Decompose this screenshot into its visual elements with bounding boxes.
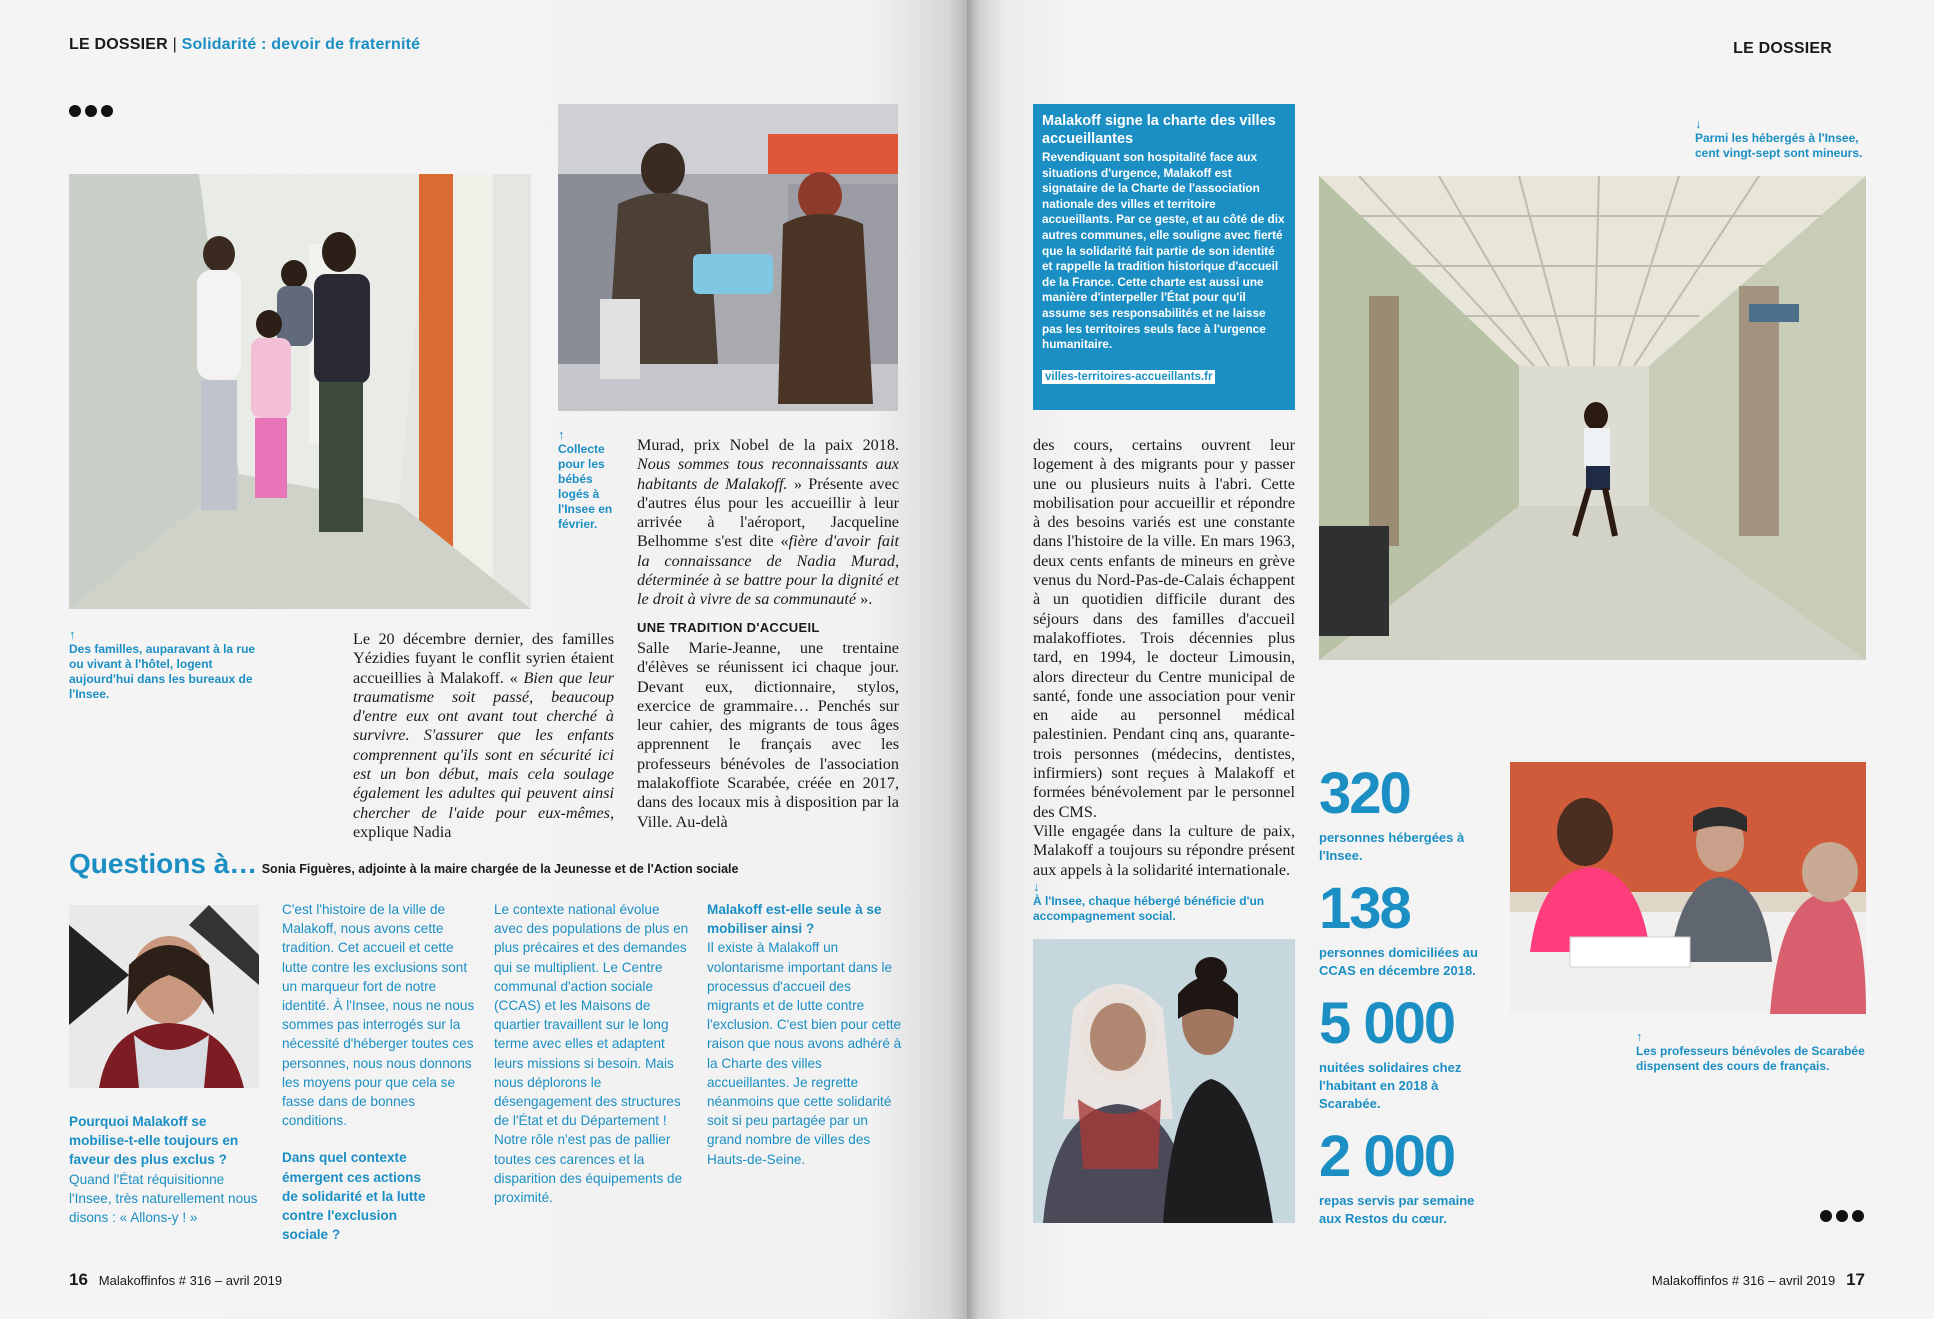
caption-accomp: ↓ À l'Insee, chaque hébergé bénéficie d'un accompagnement social. bbox=[1033, 880, 1295, 924]
photo-family-corridor bbox=[69, 174, 531, 609]
stat-label: personnes domiciliées au CCAS en décembre 2018. bbox=[1319, 945, 1478, 978]
article-column-1: Le 20 décembre dernier, des familles Yézidies fuyant le conflit syrien étaient accueillies à Malakoff. « Bien que leur traumatisme soit passé, beaucoup d'entre eux ont avant tout cherché à survivre. S'assurer que les enfants comprennent qu'ils sont en sécurité ici est un bon début, mais cela soulage également les adultes qui peuvent ainsi chercher de l'aide pour eux-mêmes, explique Nadia bbox=[353, 630, 614, 841]
photo-two-women bbox=[1033, 939, 1295, 1223]
photo-collecte bbox=[558, 104, 898, 411]
running-head-right: LE DOSSIER bbox=[1733, 40, 1832, 57]
question-3: Malakoff est-elle seule à se mobiliser ainsi ? bbox=[707, 902, 882, 937]
charte-box bbox=[1033, 104, 1295, 410]
questions-title: Questions à… bbox=[69, 848, 258, 879]
arrow-up-icon: ↑ bbox=[558, 427, 565, 442]
section-label: LE DOSSIER bbox=[69, 36, 168, 53]
page-number: 17 bbox=[1846, 1270, 1865, 1289]
answer-3: Il existe à Malakoff un volontarisme important dans le processus d'accueil des migrants et de lutte contre l'exclusion. C'est bien pour cette raison que nous avons adhéré à la Charte des villes accueillantes. Je regrette néanmoins que cette solidarité soit si peu partagée par un grand nombre de villes des Hauts-de-Seine. bbox=[707, 940, 902, 1167]
answer-1-start: Quand l'État réquisitionne l'Insee, très naturellement nous disons : « Allons-y ! » bbox=[69, 1171, 258, 1226]
photo-french-class bbox=[1510, 762, 1866, 1014]
charte-link[interactable]: villes-territoires-accueillants.fr bbox=[1042, 370, 1215, 384]
stat-2 bbox=[1319, 876, 1494, 980]
arrow-up-icon: ↑ bbox=[69, 627, 76, 642]
stat-label: personnes hébergées à l'Insee. bbox=[1319, 830, 1465, 863]
question-column-4 bbox=[707, 900, 902, 1169]
answer-2: Le contexte national évolue avec des populations de plus en plus précaires et des demandes qui se multiplient. Le Centre communal d'action sociale (CCAS) et les Maisons de quartier travaillent sur le long terme avec elles et adaptent leurs missions si besoin. Mais nous déplorons le désengagement des structures de l'État et du Département ! Notre rôle n'est pas de pallier toutes ces carences et la disparition des équipements de proximité. bbox=[494, 902, 689, 1206]
stat-number: 138 bbox=[1319, 876, 1410, 941]
page-number: 16 bbox=[69, 1270, 88, 1289]
stat-number: 2 000 bbox=[1319, 1124, 1455, 1189]
photo-corridor-child bbox=[1319, 176, 1866, 660]
caption-minors: ↓ Parmi les hébergés à l'Insee, cent vingt-sept sont mineurs. bbox=[1695, 117, 1885, 161]
charte-title: Malakoff signe la charte des villes accueillantes bbox=[1042, 113, 1276, 147]
answer-1-continued: C'est l'histoire de la ville de Malakoff, nous avons cette tradition. Cet accueil et cette lutte contre les exclusions sont un marqueur fort de notre identité. À l'Insee, nous ne nous sommes pas interrogés sur la nécessité d'héberger toutes ces personnes, nous nous donnons les moyens pour que cela se fasse dans de bonnes conditions. bbox=[282, 902, 475, 1129]
right-page bbox=[967, 0, 1934, 1319]
caption-collecte: ↑ Collecte pour les bébés logés à l'Insee en février. bbox=[558, 428, 620, 532]
dots-marker bbox=[69, 105, 113, 117]
footer-right: Malakoffinfos # 316 – avril 2019 17 bbox=[1651, 1270, 1865, 1289]
stat-label: nuitées solidaires chez l'habitant en 2018 à Scarabée. bbox=[1319, 1060, 1462, 1111]
questions-heading bbox=[69, 848, 949, 880]
arrow-down-icon: ↓ bbox=[1695, 116, 1702, 131]
running-head-left: LE DOSSIER | Solidarité : devoir de fraternité bbox=[69, 36, 421, 53]
article-right: des cours, certains ouvrent leur logement à des migrants pour y passer une ou plusieurs nuits à l'abri. Cette mobilisation pour accueillir et répondre à des besoins variés est une constante dans l'histoire de la ville. En mars 1963, deux cents enfants de mineurs en grève venus du Nord-Pas-de-Calais échappent à un quotidien difficile durant des séjours dans des familles d'accueil malakoffiotes. Trois décennies plus tard, en 1994, le docteur Limousin, alors directeur du Centre municipal de santé, fonde une association pour venir en aide au personnel médical palestinien. Pendant cinq ans, quarante-trois personnes (médecins, dentistes, infirmiers) sont reçues à Malakoff et formées bénévolement par le personnel des CMS. Ville engagée dans la culture de paix, Malakoff a toujours su répondre présent aux appels à la solidarité internationale. bbox=[1033, 436, 1295, 879]
arrow-up-icon: ↑ bbox=[1636, 1029, 1643, 1044]
caption-profs: ↑ Les professeurs bénévoles de Scarabée dispensent des cours de français. bbox=[1636, 1029, 1865, 1073]
footer-left: 16 Malakoffinfos # 316 – avril 2019 bbox=[69, 1270, 283, 1289]
photo-sonia-figueres bbox=[69, 905, 259, 1088]
stat-1 bbox=[1319, 761, 1494, 865]
stat-3 bbox=[1319, 991, 1494, 1113]
charte-body: Revendiquant son hospitalité face aux situations d'urgence, Malakoff est signataire de la Charte de l'association nationale des villes et territoire accueillants. Par ce geste, et au côté de dix autres communes, elle souligne avec fierté que la solidarité fait partie de son identité et rappelle la tradition historique d'accueil de la France. Cette charte est aussi une manière d'interpeller l'État pour qu'il assume ses responsabilités et ne laisse pas les territoires seuls face à l'urgence humanitaire. bbox=[1042, 150, 1285, 352]
dossier-title: Solidarité : devoir de fraternité bbox=[181, 36, 421, 53]
question-column-2 bbox=[282, 900, 477, 1244]
stat-label: repas servis par semaine aux Restos du cœur. bbox=[1319, 1193, 1475, 1226]
subhead-tradition: UNE TRADITION D'ACCUEIL bbox=[637, 619, 820, 635]
question-column-1 bbox=[69, 1112, 259, 1227]
stat-number: 320 bbox=[1319, 761, 1410, 826]
question-column-3 bbox=[494, 900, 689, 1207]
arrow-down-icon: ↓ bbox=[1033, 879, 1040, 894]
dots-marker bbox=[1820, 1210, 1864, 1222]
question-2: Dans quel contexte émergent ces actions de solidarité et la lutte contre l'exclusion sociale ? bbox=[282, 1150, 426, 1243]
caption-family: ↑ Des familles, auparavant à la rue ou vivant à l'hôtel, logent aujourd'hui dans les bureaux de l'Insee. bbox=[69, 628, 269, 702]
article-column-2: Murad, prix Nobel de la paix 2018. Nous sommes tous reconnaissants aux habitants de Malakoff. » Présente avec d'autres élus pour les accueillir à leur arrivée à l'aéroport, Jacqueline Belhomme s'est dite «fière d'avoir fait la connaissance de Nadia Murad, déterminée à se battre pour la dignité et le droit à vivre de sa communauté ». UNE TRADITION D'ACCUEIL Salle Marie-Jeanne, une trentaine d'élèves se réunissent ici chaque jour. Devant eux, dictionnaire, stylos, exercice de grammaire… Penchés sur leur cahier, des migrants de tous âges apprennent le français avec les professeurs bénévoles de l'association malakoffiote Scarabée, créée en 2017, dans des locaux mis à disposition par la Ville. Au-delà bbox=[637, 436, 900, 831]
question-1: Pourquoi Malakoff se mobilise-t-elle toujours en faveur des plus exclus ? bbox=[69, 1114, 239, 1168]
stat-4 bbox=[1319, 1124, 1494, 1228]
stat-number: 5 000 bbox=[1319, 991, 1455, 1056]
questions-subtitle: Sonia Figuères, adjointe à la maire chargée de la Jeunesse et de l'Action sociale bbox=[261, 862, 739, 876]
